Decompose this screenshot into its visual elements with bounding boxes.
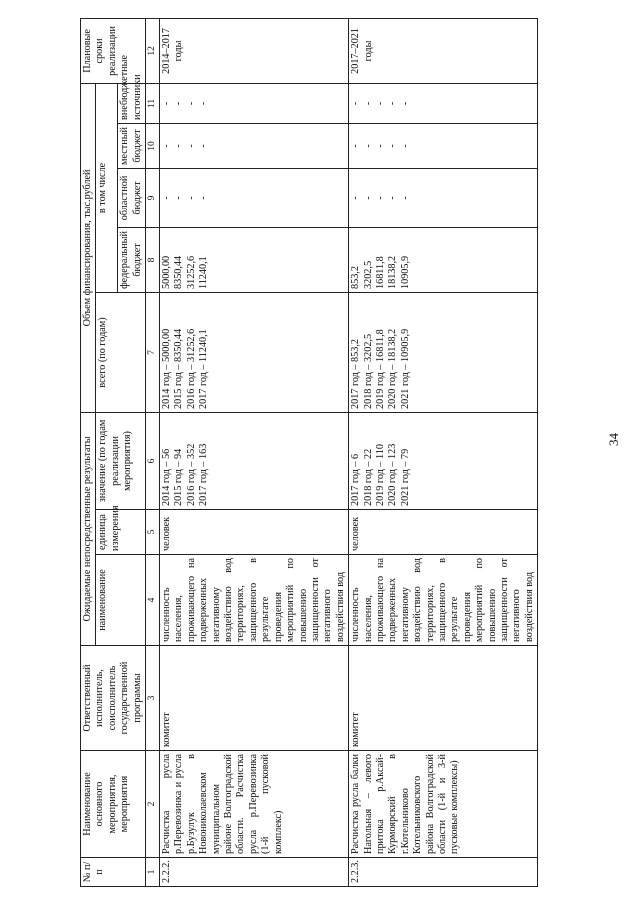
header-col-result-name: наименование [96, 555, 146, 646]
result-unit: человек [349, 510, 538, 555]
local-line: - [173, 144, 185, 148]
regional-values [349, 168, 538, 227]
executor: комитет [349, 646, 538, 751]
local-line: - [198, 144, 210, 148]
local-values [160, 123, 349, 168]
table-row [349, 18, 538, 886]
result-value-line: 2019 год – 110 [374, 444, 386, 506]
total-line: 2014 год – 5000,00 [161, 328, 173, 409]
result-name: численность населения, проживающего на подверженных негативному воздействию вод территориях, защищенного в результате проведения мероприятий по повышению защищенности от негативного воздействия вод [160, 555, 349, 646]
federal-values [160, 227, 349, 292]
table-row [160, 18, 349, 886]
federal-line: 31252,6 [185, 255, 197, 289]
header-col-result-value: значение (по годам реализации мероприятия) [96, 412, 146, 509]
total-line: 2017 год – 11240,1 [198, 329, 210, 409]
total-values [349, 292, 538, 412]
local-line: - [362, 144, 374, 148]
total-line: 2016 год – 31252,6 [185, 328, 197, 409]
regional-line: - [387, 196, 399, 200]
federal-line: 853,2 [350, 266, 362, 289]
regional-line: - [185, 196, 197, 200]
row-number: 2.2.2. [160, 858, 349, 887]
result-value-line: 2016 год – 352 [185, 443, 197, 506]
extra-line: - [161, 101, 173, 106]
extra-line: - [374, 101, 386, 106]
header-col-name: Наименование основного мероприятия, мероприятия [81, 751, 146, 858]
result-values [349, 412, 538, 509]
federal-line: 5000,00 [161, 255, 173, 289]
local-line: - [185, 144, 197, 148]
header-col-period: Плановые сроки реализации [81, 18, 146, 83]
federal-values [349, 227, 538, 292]
result-values [160, 412, 349, 509]
local-line: - [399, 144, 411, 148]
result-value-line: 2014 год – 56 [161, 448, 173, 506]
result-value-line: 2018 год – 22 [362, 448, 374, 506]
header-col-regional: областной бюджет [118, 168, 146, 227]
financing-table [80, 18, 538, 887]
result-value-line: 2017 год – 6 [350, 453, 362, 506]
column-number: 2 [146, 751, 160, 858]
measure-name: Расчистка русла р.Перевозинка и русла р.Бузулук в Новониколаевском муниципальном районе Волгоградской области. Расчистка русла р.Перевозинка (1-й пусковой комплекс) [160, 751, 349, 858]
header-col-executor: Ответственный исполнитель, соисполнитель государственной программы [81, 646, 146, 751]
measure-name: Расчистка русла балки Нагольная – левого притока р.Аксай-Курмоярский в г.Котельниково Котельниковского района Волгоградской области (1-й и 3-й пусковые комплексы) [349, 751, 538, 858]
regional-line: - [374, 196, 386, 200]
column-number: 8 [146, 227, 160, 292]
extra-line: - [350, 101, 362, 106]
column-number: 11 [146, 83, 160, 123]
regional-line: - [198, 196, 210, 200]
header-row-1 [81, 18, 96, 886]
regional-line: - [362, 196, 374, 200]
result-value-line: 2020 год – 123 [387, 443, 399, 506]
regional-line: - [350, 196, 362, 200]
local-line: - [350, 144, 362, 148]
header-group-results: Ожидаемые непосредственные результаты [81, 412, 96, 645]
regional-line: - [161, 196, 173, 200]
header-col-no: № п/п [81, 858, 146, 887]
total-line: 2019 год – 16811,8 [374, 329, 386, 409]
header-col-local: местный бюджет [118, 123, 146, 168]
extra-line: - [362, 101, 374, 106]
column-number: 12 [146, 18, 160, 83]
header-col-extra: внебюджетные источники [118, 83, 146, 123]
extra-line: - [185, 101, 197, 106]
regional-values [160, 168, 349, 227]
column-number: 10 [146, 123, 160, 168]
local-line: - [374, 144, 386, 148]
column-number: 4 [146, 555, 160, 646]
column-number: 6 [146, 412, 160, 509]
federal-line: 18138,2 [387, 255, 399, 289]
result-value-line: 2021 год – 79 [399, 448, 411, 506]
extra-line: - [387, 101, 399, 106]
result-name: численность населения, проживающего на подверженных негативному воздействию вод территориях, защищенного в результате проведения мероприятий по повышению защищенности от негативного воздействия вод [349, 555, 538, 646]
header-group-finance: Объем финансирования, тыс.рублей [81, 83, 96, 412]
extra-values [160, 83, 349, 123]
row-number: 2.2.3. [349, 858, 538, 887]
local-values [349, 123, 538, 168]
local-line: - [387, 144, 399, 148]
local-line: - [161, 144, 173, 148]
column-number: 7 [146, 292, 160, 412]
federal-line: 3202,5 [362, 260, 374, 289]
regional-line: - [173, 196, 185, 200]
federal-line: 8350,44 [173, 255, 185, 289]
header-col-result-unit: единица измерения [96, 510, 146, 555]
header-group-including: в том числе [96, 83, 118, 292]
regional-line: - [399, 196, 411, 200]
column-number: 1 [146, 858, 160, 887]
extra-line: - [399, 101, 411, 106]
federal-line: 11240,1 [198, 256, 210, 289]
total-line: 2015 год – 8350,44 [173, 328, 185, 409]
result-value-line: 2015 год – 94 [173, 448, 185, 506]
federal-line: 10905,9 [399, 255, 411, 289]
extra-line: - [198, 101, 210, 106]
executor: комитет [160, 646, 349, 751]
total-line: 2017 год – 853,2 [350, 339, 362, 409]
result-value-line: 2017 год – 163 [198, 443, 210, 506]
extra-line: - [173, 101, 185, 106]
extra-values [349, 83, 538, 123]
result-unit: человек [160, 510, 349, 555]
total-line: 2021 год – 10905,9 [399, 328, 411, 409]
federal-line: 16811,8 [374, 256, 386, 289]
total-values [160, 292, 349, 412]
header-col-total: всего (по годам) [96, 292, 146, 412]
total-line: 2018 год – 3202,5 [362, 333, 374, 409]
period: 2014–2017 годы [160, 18, 349, 83]
rotated-table-area [80, 19, 620, 887]
column-number-row [146, 18, 160, 886]
period: 2017–2021 годы [349, 18, 538, 83]
header-col-federal: федеральный бюджет [118, 227, 146, 292]
column-number: 5 [146, 510, 160, 555]
column-number: 3 [146, 646, 160, 751]
page-number: 34 [606, 433, 621, 446]
total-line: 2020 год – 18138,2 [387, 328, 399, 409]
column-number: 9 [146, 168, 160, 227]
